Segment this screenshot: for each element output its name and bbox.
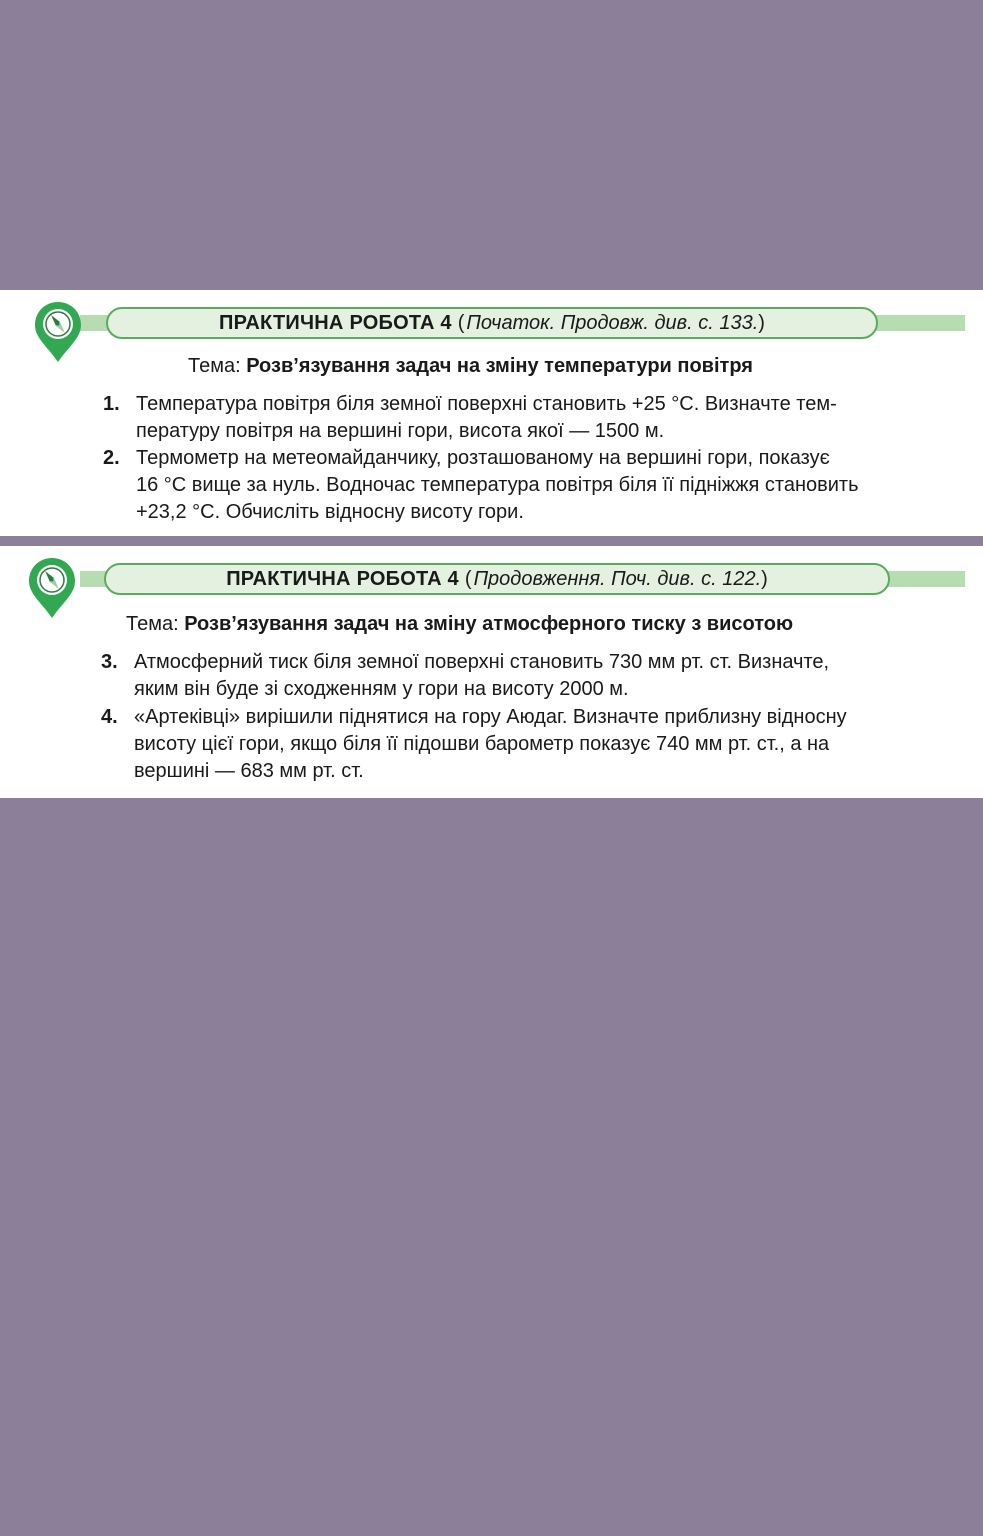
practical-work-number: РОБОТА 4 bbox=[356, 567, 459, 590]
compass-pin-icon bbox=[27, 556, 77, 620]
topic-prefix: Тема: bbox=[126, 613, 185, 635]
task-line: яким він буде зі сходженням у гори на висоту 2000 м. bbox=[134, 678, 629, 700]
note-open-paren: ( bbox=[464, 567, 472, 590]
continuation-note: Початок. Продовж. див. с. 133. bbox=[466, 311, 759, 334]
task-line: висоту цієї гори, якщо біля її підошви барометр показує 740 мм рт. ст., а на bbox=[134, 733, 830, 755]
practical-work-card-1 bbox=[0, 290, 983, 536]
task-line: Атмосферний тиск біля земної поверхні становить 730 мм рт. ст. Визначте, bbox=[134, 651, 830, 673]
note-close-paren: ) bbox=[761, 567, 768, 590]
task-text bbox=[136, 391, 956, 445]
topic-title: Розв’язування задач на зміну температури повітря bbox=[246, 355, 753, 377]
task-number: 4. bbox=[101, 706, 118, 728]
practical-work-label: ПРАКТИЧНА bbox=[219, 311, 344, 334]
task-line: Температура повітря біля земної поверхні становить +25 °C. Визначте тем- bbox=[136, 393, 837, 415]
practical-work-header bbox=[106, 307, 878, 339]
practical-work-card-2 bbox=[0, 546, 983, 798]
task-line: Термометр на метеомайданчику, розташованому на вершині гори, показує bbox=[136, 447, 830, 469]
note-open-paren: ( bbox=[457, 311, 465, 334]
task-number: 3. bbox=[101, 651, 118, 673]
task-text bbox=[134, 649, 954, 703]
task-line: вершині — 683 мм рт. ст. bbox=[134, 760, 364, 782]
task-text bbox=[134, 704, 954, 785]
task-line: +23,2 °C. Обчисліть відносну висоту гори. bbox=[136, 501, 524, 523]
topic-line bbox=[126, 613, 793, 636]
continuation-note: Продовження. Поч. див. с. 122. bbox=[473, 567, 762, 590]
practical-work-number: РОБОТА 4 bbox=[349, 311, 452, 334]
topic-line bbox=[188, 355, 753, 378]
compass-pin-icon bbox=[33, 300, 83, 364]
topic-title: Розв’язування задач на зміну атмосферного тиску з висотою bbox=[184, 613, 794, 635]
practical-work-label: ПРАКТИЧНА bbox=[226, 567, 351, 590]
task-number: 1. bbox=[103, 393, 120, 415]
practical-work-header bbox=[104, 563, 890, 595]
task-line: «Артеківці» вирішили піднятися на гору Аюдаг. Визначте приблизну відносну bbox=[134, 706, 847, 728]
topic-prefix: Тема: bbox=[188, 355, 247, 377]
task-text bbox=[136, 445, 956, 526]
note-close-paren: ) bbox=[758, 311, 765, 334]
task-number: 2. bbox=[103, 447, 120, 469]
task-line: пературу повітря на вершині гори, висота якої — 1500 м. bbox=[136, 420, 665, 442]
task-line: 16 °C вище за нуль. Водночас температура повітря біля її підніжжя становить bbox=[136, 474, 859, 496]
